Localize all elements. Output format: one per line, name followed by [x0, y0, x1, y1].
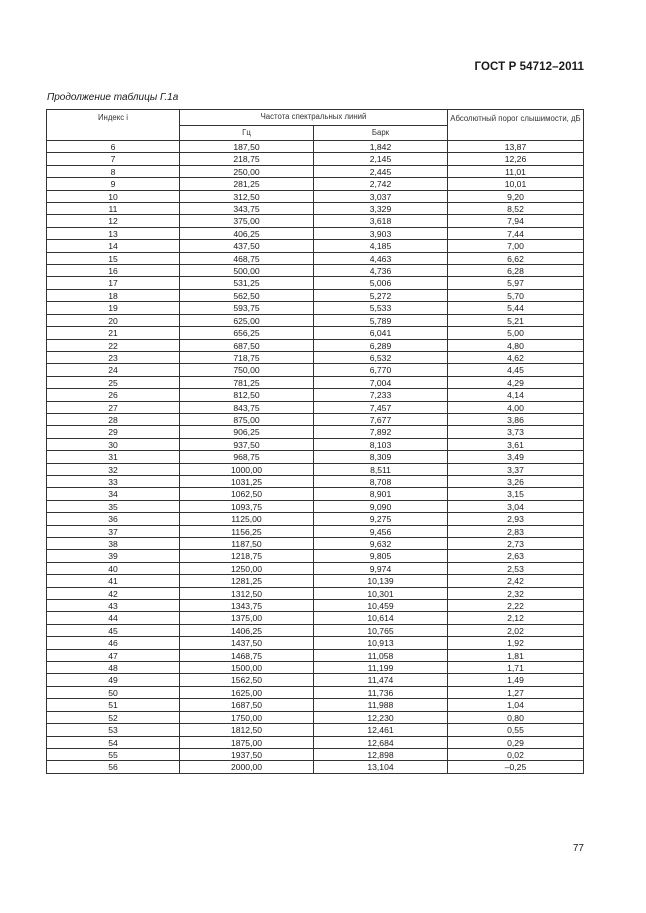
- table-row: [47, 600, 584, 612]
- cell-frequency-bark: 7,677: [314, 413, 448, 425]
- cell-threshold-db: 2,53: [448, 562, 584, 574]
- cell-threshold-db: 3,15: [448, 488, 584, 500]
- cell-threshold-db: 1,04: [448, 699, 584, 711]
- table-row: [47, 488, 584, 500]
- column-header-index: Индекс i: [47, 110, 180, 141]
- cell-frequency-hz: 1375,00: [180, 612, 314, 624]
- table-row: [47, 475, 584, 487]
- cell-frequency-hz: 593,75: [180, 302, 314, 314]
- cell-frequency-hz: 250,00: [180, 165, 314, 177]
- cell-frequency-bark: 5,533: [314, 302, 448, 314]
- cell-frequency-hz: 437,50: [180, 240, 314, 252]
- cell-frequency-bark: 3,618: [314, 215, 448, 227]
- cell-frequency-bark: 10,614: [314, 612, 448, 624]
- cell-frequency-hz: 1156,25: [180, 525, 314, 537]
- cell-index: 25: [47, 376, 180, 388]
- cell-threshold-db: 5,44: [448, 302, 584, 314]
- cell-frequency-hz: 468,75: [180, 252, 314, 264]
- cell-threshold-db: 2,63: [448, 550, 584, 562]
- cell-index: 17: [47, 277, 180, 289]
- column-header-bark: Барк: [314, 126, 448, 141]
- cell-frequency-hz: 843,75: [180, 401, 314, 413]
- cell-frequency-bark: 4,185: [314, 240, 448, 252]
- cell-frequency-bark: 11,736: [314, 686, 448, 698]
- cell-index: 15: [47, 252, 180, 264]
- table-row: [47, 252, 584, 264]
- cell-threshold-db: 4,62: [448, 351, 584, 363]
- cell-frequency-bark: 11,988: [314, 699, 448, 711]
- document-standard-header: ГОСТ Р 54712–2011: [474, 61, 584, 73]
- cell-index: 55: [47, 748, 180, 760]
- cell-threshold-db: 6,62: [448, 252, 584, 264]
- cell-index: 56: [47, 761, 180, 773]
- table-row: [47, 525, 584, 537]
- cell-index: 34: [47, 488, 180, 500]
- cell-index: 8: [47, 165, 180, 177]
- cell-index: 9: [47, 178, 180, 190]
- table-row: [47, 302, 584, 314]
- cell-index: 47: [47, 649, 180, 661]
- cell-frequency-bark: 10,913: [314, 637, 448, 649]
- cell-frequency-hz: 375,00: [180, 215, 314, 227]
- cell-frequency-hz: 218,75: [180, 153, 314, 165]
- table-row: [47, 289, 584, 301]
- cell-threshold-db: 0,02: [448, 748, 584, 760]
- cell-frequency-hz: 656,25: [180, 327, 314, 339]
- cell-frequency-hz: 937,50: [180, 438, 314, 450]
- table-row: [47, 376, 584, 388]
- cell-frequency-bark: 9,275: [314, 513, 448, 525]
- table-row: [47, 748, 584, 760]
- table-row: [47, 265, 584, 277]
- cell-frequency-hz: 1093,75: [180, 500, 314, 512]
- cell-frequency-bark: 3,329: [314, 203, 448, 215]
- cell-frequency-hz: 1406,25: [180, 624, 314, 636]
- cell-index: 27: [47, 401, 180, 413]
- cell-frequency-bark: 6,770: [314, 364, 448, 376]
- cell-index: 6: [47, 141, 180, 153]
- table-row: [47, 451, 584, 463]
- cell-threshold-db: 4,14: [448, 389, 584, 401]
- cell-frequency-hz: 1343,75: [180, 600, 314, 612]
- cell-frequency-bark: 2,145: [314, 153, 448, 165]
- cell-threshold-db: 0,29: [448, 736, 584, 748]
- cell-threshold-db: 10,01: [448, 178, 584, 190]
- cell-frequency-hz: 1281,25: [180, 575, 314, 587]
- table-row: [47, 587, 584, 599]
- cell-frequency-hz: 1562,50: [180, 674, 314, 686]
- table-row: [47, 190, 584, 202]
- cell-index: 23: [47, 351, 180, 363]
- table-row: [47, 500, 584, 512]
- table-row: [47, 364, 584, 376]
- page-number: 77: [572, 843, 584, 854]
- cell-frequency-bark: 2,445: [314, 165, 448, 177]
- cell-threshold-db: 7,94: [448, 215, 584, 227]
- cell-threshold-db: 1,49: [448, 674, 584, 686]
- cell-frequency-bark: 12,461: [314, 724, 448, 736]
- cell-frequency-bark: 12,684: [314, 736, 448, 748]
- table-row: [47, 438, 584, 450]
- table-row: [47, 339, 584, 351]
- cell-frequency-hz: 281,25: [180, 178, 314, 190]
- cell-frequency-bark: 5,272: [314, 289, 448, 301]
- cell-frequency-hz: 718,75: [180, 351, 314, 363]
- cell-threshold-db: 6,28: [448, 265, 584, 277]
- cell-frequency-bark: 9,456: [314, 525, 448, 537]
- cell-frequency-bark: 8,708: [314, 475, 448, 487]
- table-row: [47, 240, 584, 252]
- cell-frequency-bark: 8,103: [314, 438, 448, 450]
- table-row: [47, 637, 584, 649]
- cell-threshold-db: 3,61: [448, 438, 584, 450]
- cell-frequency-hz: 562,50: [180, 289, 314, 301]
- cell-threshold-db: –0,25: [448, 761, 584, 773]
- cell-index: 51: [47, 699, 180, 711]
- cell-frequency-bark: 11,058: [314, 649, 448, 661]
- cell-index: 46: [47, 637, 180, 649]
- table-body: [47, 141, 584, 774]
- cell-frequency-bark: 5,006: [314, 277, 448, 289]
- cell-frequency-hz: 1625,00: [180, 686, 314, 698]
- table-row: [47, 612, 584, 624]
- table-row: [47, 711, 584, 723]
- table-row: [47, 463, 584, 475]
- cell-frequency-hz: 781,25: [180, 376, 314, 388]
- cell-threshold-db: 4,29: [448, 376, 584, 388]
- column-header-threshold: Абсолютный порог слышимости, дБ: [448, 110, 584, 141]
- table-row: [47, 178, 584, 190]
- cell-frequency-bark: 3,903: [314, 227, 448, 239]
- cell-index: 28: [47, 413, 180, 425]
- table-row: [47, 575, 584, 587]
- cell-frequency-hz: 875,00: [180, 413, 314, 425]
- cell-frequency-bark: 10,139: [314, 575, 448, 587]
- cell-frequency-hz: 750,00: [180, 364, 314, 376]
- cell-index: 16: [47, 265, 180, 277]
- table-row: [47, 699, 584, 711]
- table-row: [47, 327, 584, 339]
- cell-index: 48: [47, 662, 180, 674]
- cell-frequency-bark: 10,765: [314, 624, 448, 636]
- table-caption: Продолжение таблицы Г.1а: [47, 92, 179, 103]
- cell-index: 42: [47, 587, 180, 599]
- cell-threshold-db: 5,21: [448, 314, 584, 326]
- cell-threshold-db: 13,87: [448, 141, 584, 153]
- table-row: [47, 141, 584, 153]
- cell-frequency-bark: 8,309: [314, 451, 448, 463]
- cell-frequency-bark: 4,736: [314, 265, 448, 277]
- cell-index: 26: [47, 389, 180, 401]
- cell-threshold-db: 1,71: [448, 662, 584, 674]
- table-row: [47, 736, 584, 748]
- cell-threshold-db: 2,12: [448, 612, 584, 624]
- cell-frequency-hz: 1437,50: [180, 637, 314, 649]
- cell-frequency-hz: 2000,00: [180, 761, 314, 773]
- cell-index: 21: [47, 327, 180, 339]
- cell-threshold-db: 2,32: [448, 587, 584, 599]
- cell-index: 53: [47, 724, 180, 736]
- cell-threshold-db: 3,04: [448, 500, 584, 512]
- cell-frequency-hz: 906,25: [180, 426, 314, 438]
- cell-frequency-hz: 1750,00: [180, 711, 314, 723]
- cell-index: 39: [47, 550, 180, 562]
- table-header: [47, 110, 584, 141]
- cell-frequency-hz: 1062,50: [180, 488, 314, 500]
- table-row: [47, 401, 584, 413]
- cell-index: 52: [47, 711, 180, 723]
- table-row: [47, 227, 584, 239]
- cell-index: 31: [47, 451, 180, 463]
- table-row: [47, 153, 584, 165]
- cell-frequency-hz: 968,75: [180, 451, 314, 463]
- cell-threshold-db: 1,92: [448, 637, 584, 649]
- cell-frequency-bark: 10,459: [314, 600, 448, 612]
- cell-index: 29: [47, 426, 180, 438]
- cell-threshold-db: 2,73: [448, 538, 584, 550]
- column-header-hz: Гц: [180, 126, 314, 141]
- table-row: [47, 413, 584, 425]
- cell-threshold-db: 3,49: [448, 451, 584, 463]
- cell-threshold-db: 2,42: [448, 575, 584, 587]
- cell-frequency-hz: 1812,50: [180, 724, 314, 736]
- cell-index: 35: [47, 500, 180, 512]
- cell-frequency-bark: 7,233: [314, 389, 448, 401]
- cell-index: 41: [47, 575, 180, 587]
- cell-frequency-hz: 406,25: [180, 227, 314, 239]
- cell-frequency-hz: 531,25: [180, 277, 314, 289]
- cell-frequency-bark: 11,474: [314, 674, 448, 686]
- cell-index: 14: [47, 240, 180, 252]
- cell-index: 43: [47, 600, 180, 612]
- cell-frequency-bark: 6,532: [314, 351, 448, 363]
- table-row: [47, 215, 584, 227]
- cell-index: 24: [47, 364, 180, 376]
- cell-frequency-hz: 625,00: [180, 314, 314, 326]
- cell-index: 22: [47, 339, 180, 351]
- cell-frequency-hz: 1250,00: [180, 562, 314, 574]
- cell-frequency-bark: 10,301: [314, 587, 448, 599]
- cell-frequency-hz: 343,75: [180, 203, 314, 215]
- column-header-frequency: Частота спектральных линий: [180, 110, 448, 126]
- cell-threshold-db: 7,44: [448, 227, 584, 239]
- spectral-lines-table: [46, 109, 584, 774]
- cell-frequency-bark: 9,974: [314, 562, 448, 574]
- cell-frequency-hz: 1187,50: [180, 538, 314, 550]
- table-row: [47, 624, 584, 636]
- cell-threshold-db: 11,01: [448, 165, 584, 177]
- cell-threshold-db: 2,22: [448, 600, 584, 612]
- cell-threshold-db: 3,86: [448, 413, 584, 425]
- table-row: [47, 674, 584, 686]
- cell-threshold-db: 3,26: [448, 475, 584, 487]
- cell-threshold-db: 8,52: [448, 203, 584, 215]
- cell-frequency-bark: 6,041: [314, 327, 448, 339]
- cell-frequency-bark: 7,457: [314, 401, 448, 413]
- cell-index: 30: [47, 438, 180, 450]
- cell-frequency-bark: 11,199: [314, 662, 448, 674]
- cell-frequency-bark: 12,230: [314, 711, 448, 723]
- cell-frequency-hz: 1500,00: [180, 662, 314, 674]
- table-row: [47, 550, 584, 562]
- cell-index: 33: [47, 475, 180, 487]
- cell-index: 40: [47, 562, 180, 574]
- cell-threshold-db: 4,80: [448, 339, 584, 351]
- cell-frequency-hz: 1000,00: [180, 463, 314, 475]
- cell-index: 12: [47, 215, 180, 227]
- cell-frequency-hz: 1937,50: [180, 748, 314, 760]
- cell-frequency-hz: 1687,50: [180, 699, 314, 711]
- cell-threshold-db: 0,55: [448, 724, 584, 736]
- cell-frequency-bark: 9,632: [314, 538, 448, 550]
- cell-threshold-db: 2,93: [448, 513, 584, 525]
- cell-index: 7: [47, 153, 180, 165]
- cell-frequency-hz: 1312,50: [180, 587, 314, 599]
- table-row: [47, 389, 584, 401]
- cell-frequency-bark: 9,090: [314, 500, 448, 512]
- cell-index: 36: [47, 513, 180, 525]
- cell-index: 11: [47, 203, 180, 215]
- cell-frequency-bark: 3,037: [314, 190, 448, 202]
- table-row: [47, 662, 584, 674]
- cell-frequency-bark: 13,104: [314, 761, 448, 773]
- table-row: [47, 686, 584, 698]
- cell-index: 20: [47, 314, 180, 326]
- cell-frequency-bark: 1,842: [314, 141, 448, 153]
- cell-threshold-db: 2,83: [448, 525, 584, 537]
- cell-index: 32: [47, 463, 180, 475]
- cell-frequency-hz: 1031,25: [180, 475, 314, 487]
- cell-threshold-db: 1,27: [448, 686, 584, 698]
- cell-frequency-hz: 1875,00: [180, 736, 314, 748]
- cell-frequency-hz: 812,50: [180, 389, 314, 401]
- cell-index: 50: [47, 686, 180, 698]
- cell-frequency-hz: 687,50: [180, 339, 314, 351]
- cell-frequency-bark: 4,463: [314, 252, 448, 264]
- cell-threshold-db: 3,37: [448, 463, 584, 475]
- table-row: [47, 165, 584, 177]
- cell-threshold-db: 12,26: [448, 153, 584, 165]
- table-row: [47, 203, 584, 215]
- cell-threshold-db: 0,80: [448, 711, 584, 723]
- table-row: [47, 761, 584, 773]
- table-row: [47, 314, 584, 326]
- cell-threshold-db: 9,20: [448, 190, 584, 202]
- cell-frequency-hz: 187,50: [180, 141, 314, 153]
- cell-index: 49: [47, 674, 180, 686]
- table-row: [47, 562, 584, 574]
- cell-threshold-db: 4,45: [448, 364, 584, 376]
- cell-frequency-bark: 6,289: [314, 339, 448, 351]
- cell-threshold-db: 5,97: [448, 277, 584, 289]
- cell-frequency-bark: 7,004: [314, 376, 448, 388]
- cell-threshold-db: 5,70: [448, 289, 584, 301]
- cell-index: 13: [47, 227, 180, 239]
- cell-index: 10: [47, 190, 180, 202]
- cell-frequency-hz: 500,00: [180, 265, 314, 277]
- cell-index: 44: [47, 612, 180, 624]
- cell-index: 37: [47, 525, 180, 537]
- cell-frequency-bark: 5,789: [314, 314, 448, 326]
- cell-index: 38: [47, 538, 180, 550]
- table-row: [47, 426, 584, 438]
- table-row: [47, 351, 584, 363]
- cell-threshold-db: 5,00: [448, 327, 584, 339]
- cell-frequency-hz: 312,50: [180, 190, 314, 202]
- table-row: [47, 724, 584, 736]
- cell-frequency-hz: 1125,00: [180, 513, 314, 525]
- cell-index: 19: [47, 302, 180, 314]
- cell-frequency-bark: 2,742: [314, 178, 448, 190]
- cell-index: 54: [47, 736, 180, 748]
- table-row: [47, 277, 584, 289]
- cell-threshold-db: 7,00: [448, 240, 584, 252]
- cell-index: 18: [47, 289, 180, 301]
- cell-threshold-db: 1,81: [448, 649, 584, 661]
- cell-threshold-db: 2,02: [448, 624, 584, 636]
- cell-frequency-bark: 9,805: [314, 550, 448, 562]
- table-row: [47, 538, 584, 550]
- cell-frequency-bark: 8,511: [314, 463, 448, 475]
- table-row: [47, 649, 584, 661]
- cell-frequency-hz: 1468,75: [180, 649, 314, 661]
- cell-frequency-bark: 12,898: [314, 748, 448, 760]
- cell-threshold-db: 4,00: [448, 401, 584, 413]
- cell-index: 45: [47, 624, 180, 636]
- table-row: [47, 513, 584, 525]
- cell-frequency-bark: 7,892: [314, 426, 448, 438]
- cell-threshold-db: 3,73: [448, 426, 584, 438]
- cell-frequency-bark: 8,901: [314, 488, 448, 500]
- cell-frequency-hz: 1218,75: [180, 550, 314, 562]
